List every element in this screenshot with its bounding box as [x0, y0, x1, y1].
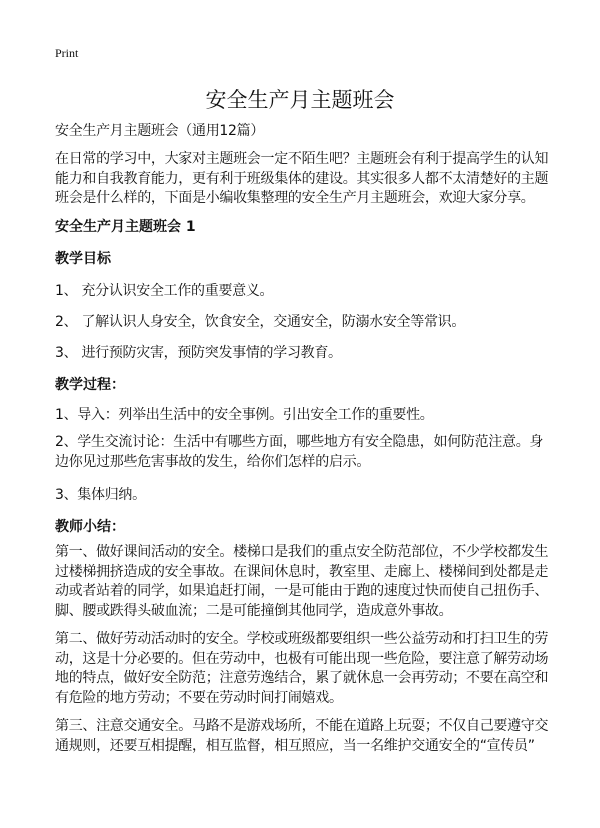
page-title: 安全生产月主题班会 — [205, 88, 395, 112]
process-item: 3、集体归纳。 — [55, 487, 146, 503]
section-heading: 安全生产月主题班会 1 — [55, 219, 196, 235]
text-line: 边你见过那些危害事故的发生，给你们怎样的启示。 — [55, 453, 371, 470]
text-line: 动或者站着的同学，如果追赶打闹，一是可能由于跑的速度过快而使自己扭伤手、 — [55, 583, 549, 599]
goal-item: 1、 充分认识安全工作的重要意义。 — [55, 283, 274, 299]
intro-paragraph — [55, 150, 548, 209]
text-line: 地的特点，做好安全防范；注意劳逸结合，累了就休息一会再劳动；不要在高空和 — [55, 670, 549, 686]
text-line: 动，这是十分必要的。但在劳动中，也极有可能出现一些危险，要注意了解劳动场 — [55, 650, 549, 667]
process-heading: 教学过程： — [55, 377, 125, 393]
goal-item: 3、 进行预防灾害，预防突发事情的学习教育。 — [55, 345, 342, 361]
process-item — [55, 433, 543, 472]
text-line: 2、学生交流讨论：生活中有哪些方面，哪些地方有安全隐患，如何防范注意。身 — [55, 434, 544, 450]
summary-paragraph — [55, 717, 548, 756]
text-line: 能力和自我教育能力，更有利于班级集体的建设。其实很多人都不太清楚好的主题 — [55, 170, 549, 187]
text-line: 班会是什么样的，下面是小编收集整理的安全生产月主题班会，欢迎大家分享。 — [55, 190, 535, 206]
text-line: 有危险的地方劳动；不要在劳动时间打闹嬉戏。 — [55, 689, 343, 706]
goals-heading: 教学目标 — [55, 251, 111, 267]
text-line: 过楼梯拥挤造成的安全事故。在课间休息时，教室里、走廊上、楼梯间到处都是走 — [55, 563, 549, 580]
text-line: 脚、腰或跌得头破血流；二是可能撞倒其他同学，造成意外事故。 — [55, 602, 453, 619]
document-subtitle: 安全生产月主题班会（通用12篇） — [55, 123, 265, 139]
text-line: 第二、做好劳动活动时的安全。学校或班级都要组织一些公益劳动和打扫卫生的劳 — [55, 631, 549, 647]
text-line: 通规则，还要互相提醒，相互监督，相互照应，当一名维护交通安全的“宣传员” — [55, 737, 535, 754]
summary-paragraph — [55, 543, 548, 621]
goal-item: 2、 了解认识人身安全，饮食安全，交通安全，防溺水安全等常识。 — [55, 314, 466, 330]
text-line: 第一、做好课间活动的安全。楼梯口是我们的重点安全防范部位，不少学校都发生 — [55, 544, 549, 560]
print-link[interactable]: Print — [55, 46, 79, 60]
process-item: 1、导入：列举出生活中的安全事例。引出安全工作的重要性。 — [55, 407, 434, 423]
text-line: 第三、注意交通安全。马路不是游戏场所，不能在道路上玩耍；不仅自己要遵守交 — [55, 718, 549, 734]
text-line: 在日常的学习中，大家对主题班会一定不陌生吧？主题班会有利于提高学生的认知 — [55, 151, 549, 167]
summary-heading: 教师小结： — [55, 519, 125, 535]
summary-paragraph — [55, 630, 548, 708]
